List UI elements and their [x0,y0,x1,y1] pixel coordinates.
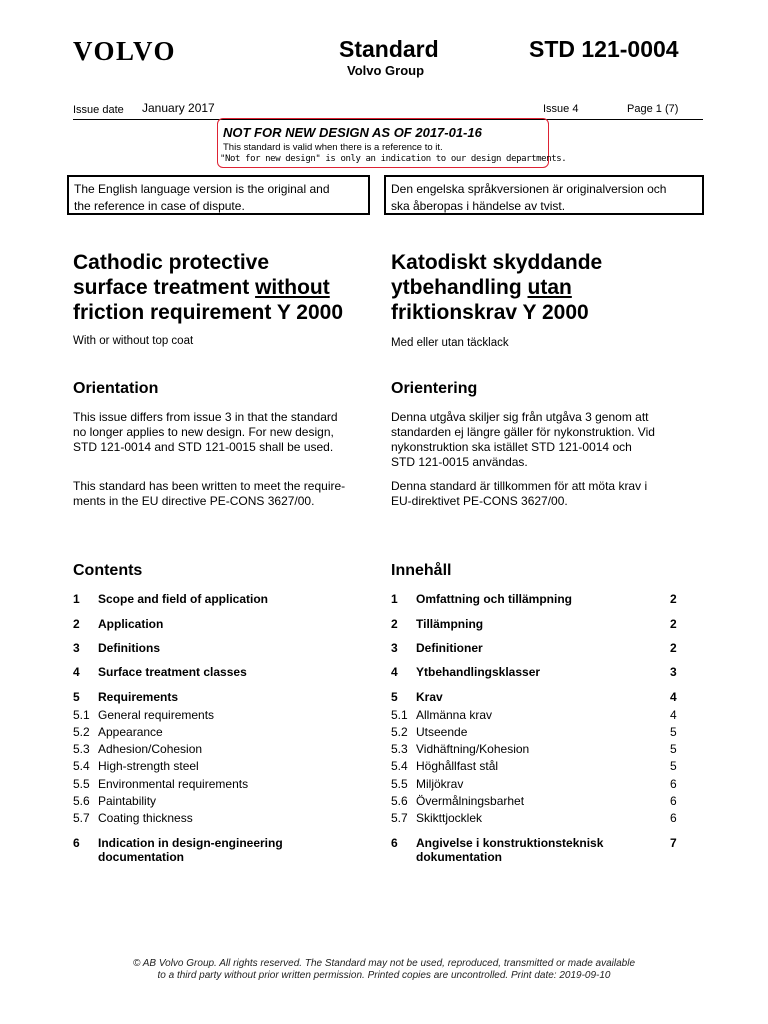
toc-entry-title: Surface treatment classes [98,665,247,679]
org-name: Volvo Group [347,63,425,78]
toc-entry-title: Angivelse i konstruktionsteknisk dokumentation [416,836,604,864]
orientation-en-p2: This standard has been written to meet the require- ments in the EU directive PE-CONS 3627/00. [73,479,346,508]
toc-entry-title: Vidhäftning/Kohesion [416,742,530,756]
toc-entry-title: Coating thickness [98,811,193,825]
toc-entry-page: 6 [670,794,677,808]
toc-entry-number: 5.7 [73,811,90,825]
toc-entry-number: 5.6 [391,794,408,808]
toc-entry-number: 5 [73,690,80,704]
toc-entry-number: 1 [73,592,80,606]
toc-entry-number: 5.7 [391,811,408,825]
notice-line-1: This standard is valid when there is a reference to it. [223,142,443,153]
title-sv: Katodiskt skyddande ytbehandling utan friktionskrav Y 2000 [391,251,603,324]
issue-date-label: Issue date [73,104,124,116]
toc-entry-page: 4 [670,708,677,722]
orientation-heading-en: Orientation [73,380,159,397]
toc-entry-number: 6 [73,836,80,850]
issue-number: 4 [572,103,579,115]
toc-entry-number: 3 [73,641,80,655]
toc-entry-title: Allmänna krav [416,708,493,722]
toc-entry-page: 2 [670,617,677,631]
doc-type-title: Standard [339,36,439,62]
toc-entry-page: 2 [670,641,677,655]
toc-entry-number: 5.5 [73,777,90,791]
toc-entry-title: Övermålningsbarhet [416,794,525,808]
toc-entry-page: 4 [670,690,677,704]
standard-number: STD 121-0004 [529,36,679,62]
toc-entry-title: Miljökrav [416,777,464,791]
toc-entry-number: 4 [391,665,398,679]
subtitle-sv: Med eller utan täcklack [391,337,509,349]
toc-entry-page: 5 [670,725,677,739]
contents-heading-sv: Innehåll [391,562,452,579]
toc-entry-page: 6 [670,811,677,825]
toc-entry-title: Höghållfast stål [416,759,499,773]
issue-label: Issue 4 [543,103,579,115]
toc-entry-number: 5.3 [391,742,408,756]
orientation-sv-p2: Denna standard är tillkommen för att möta krav i EU-direktivet PE-CONS 3627/00. [391,479,648,508]
toc-entry-title: Definitions [98,641,160,655]
toc-entry-page: 5 [670,742,677,756]
toc-entry-page: 6 [670,777,677,791]
toc-entry-number: 5.4 [73,759,90,773]
toc-entry-number: 3 [391,641,398,655]
language-note-en: The English language version is the original and the reference in case of dispute. [67,175,370,215]
toc-entry-number: 5.2 [73,725,90,739]
toc-entry-number: 5.6 [73,794,90,808]
orientation-en-p1: This issue differs from issue 3 in that the standard no longer applies to new design. For new design, STD 121-0014 and STD 121-0015 shall be used. [73,410,338,454]
volvo-logo: VOLVO [73,36,176,66]
toc-entry-number: 5.1 [73,708,90,722]
notice-title: NOT FOR NEW DESIGN AS OF 2017-01-16 [223,125,482,140]
toc-entry-title: Environmental requirements [98,777,249,791]
notice-line-2: "Not for new design" is only an indication to our design departments. [220,154,567,164]
page-indicator: Page 1 (7) [627,103,679,115]
toc-entry-number: 6 [391,836,398,850]
toc-entry-number: 5.2 [391,725,408,739]
toc-entry-title: Appearance [98,725,163,739]
orientation-sv-p1: Denna utgåva skiljer sig från utgåva 3 genom att standarden ej längre gäller för nykonstruktion. Vid nykonstruktion ska istället STD 121-0014 och STD 121-0015 användas. [391,410,655,469]
toc-entry-page: 3 [670,665,677,679]
toc-entry-title: Indication in design-engineering documentation [98,836,283,864]
toc-entry-number: 2 [73,617,80,631]
contents-heading-en: Contents [73,562,143,579]
issue-date-value: January 2017 [142,101,215,115]
toc-entry-title: Krav [416,690,443,704]
toc-entry-title: Utseende [416,725,468,739]
toc-entry-page: 2 [670,592,677,606]
toc-entry-title: Omfattning och tillämpning [416,592,572,606]
notice-box [217,118,567,168]
toc-entry-page: 7 [670,836,677,850]
toc-entry-title: Ytbehandlingsklasser [416,665,541,679]
toc-entry-number: 5 [391,690,398,704]
toc-entry-number: 1 [391,592,398,606]
toc-entry-page: 5 [670,759,677,773]
orientation-heading-sv: Orientering [391,380,478,397]
toc-entry-title: Paintability [98,794,157,808]
title-en: Cathodic protective surface treatment without friction requirement Y 2000 [73,251,343,324]
toc-entry-title: Tillämpning [416,617,484,631]
toc-entry-number: 5.3 [73,742,90,756]
language-note-sv: Den engelska språkversionen är originalversion och ska åberopas i händelse av tvist. [384,175,704,215]
toc-entry-number: 5.1 [391,708,408,722]
toc-entry-number: 5.5 [391,777,408,791]
toc-entry-title: Definitioner [416,641,483,655]
toc-entry-title: General requirements [98,708,215,722]
toc-entry-title: Requirements [98,690,179,704]
toc-entry-title: High-strength steel [98,759,199,773]
subtitle-en: With or without top coat [73,335,194,347]
page-value: 1 (7) [655,103,679,115]
toc-entry-number: 2 [391,617,398,631]
toc-entry-title: Adhesion/Cohesion [98,742,203,756]
toc-entry-title: Skikttjocklek [416,811,483,825]
toc-entry-number: 4 [73,665,80,679]
toc-entry-number: 5.4 [391,759,408,773]
footer-copyright: © AB Volvo Group. All rights reserved. The Standard may not be used, reproduced, transmitted or made available to a third party without prior written permission. Printed copies are uncontrolled. Print date: 2019-09-10 [132,958,636,981]
toc-entry-title: Scope and field of application [98,592,269,606]
toc-entry-title: Application [98,617,164,631]
